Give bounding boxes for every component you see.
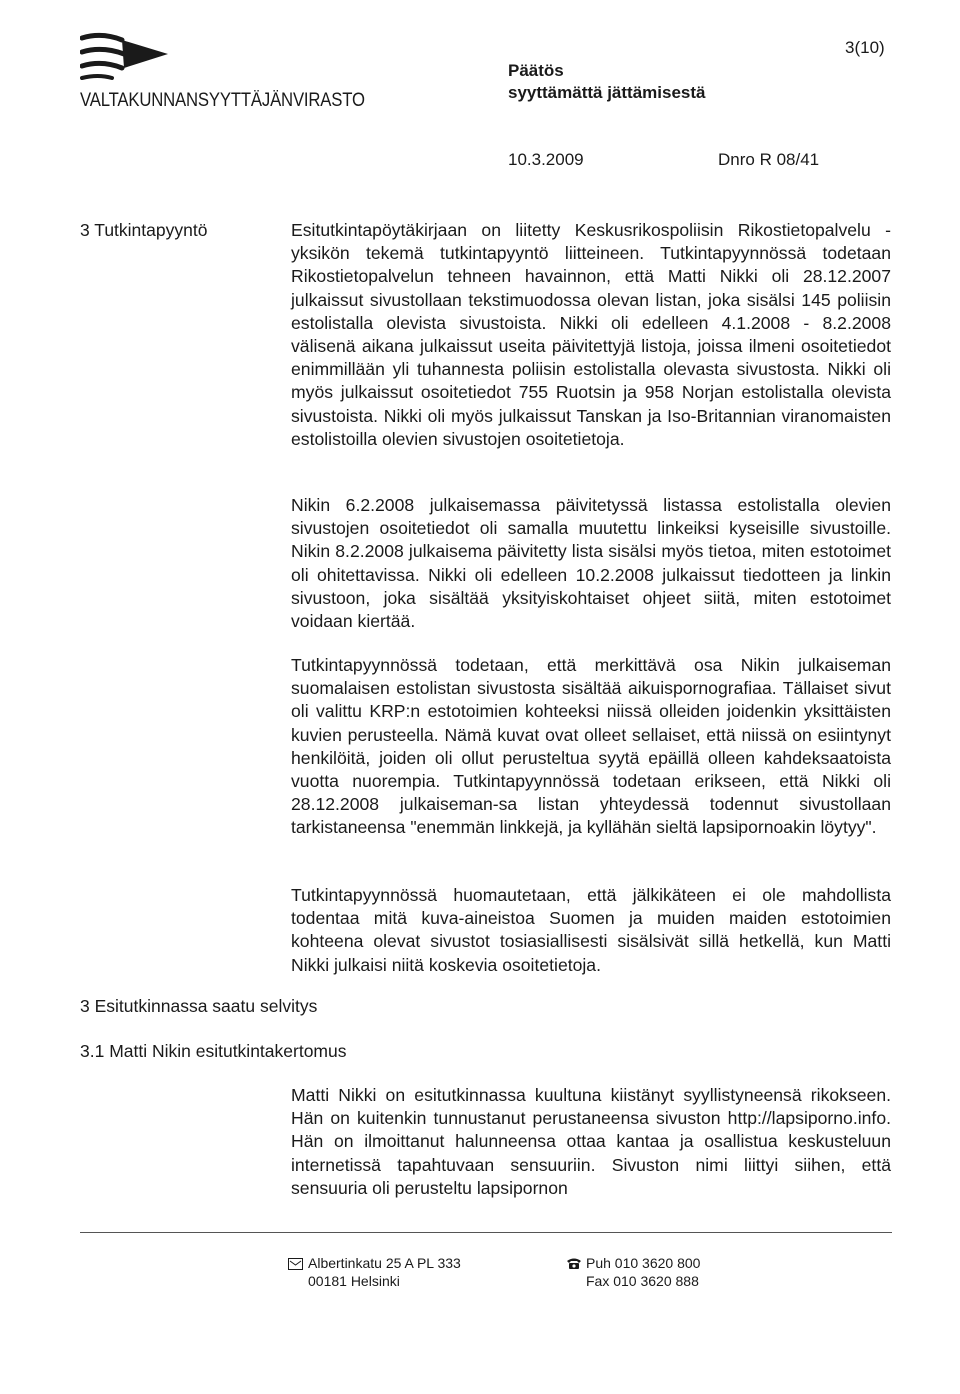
section-heading-preliminary-findings: 3 Esitutkinnassa saatu selvitys — [80, 996, 318, 1016]
document-subject: syyttämättä jättämisestä — [508, 83, 706, 102]
section-heading-nikki-account: 3.1 Matti Nikin esitutkintakertomus — [80, 1041, 347, 1061]
organization-name: VALTAKUNNANSYYTTÄJÄNVIRASTO — [80, 90, 365, 111]
footer-phone: Puh 010 3620 800 — [586, 1255, 701, 1271]
envelope-icon — [288, 1258, 303, 1270]
body-paragraph: Matti Nikki on esitutkinnassa kuultuna kiistänyt syyllistyneensä rikokseen. Hän on kuitenkin tunnustanut perustaneensa sivuston http://lapsiporno.info. Hän on ilmoittanut halunneensa ottaa kantaa ja osallistua keskusteluun internetissä tapahtuvaan sensuuriin. Sivuston nimi liittyi siihen, että sensuuria oli perusteltu lapsipornon — [291, 1085, 891, 1198]
footer-address-line2: 00181 Helsinki — [308, 1273, 400, 1289]
document-title — [508, 60, 705, 104]
footer-divider — [80, 1232, 892, 1233]
body-paragraph: Nikin 6.2.2008 julkaisemassa päivitetyssä listassa estolistalla olevien sivustojen osoitetiedot oli samalla muutettu linkeiksi kyseisille sivustoille. Nikin 8.2.2008 julkaisema päivitetty lista sisälsi myös tietoa, miten estotoimet oli ohitettavissa. Nikki oli edelleen 10.2.2008 julkaissut tiedotteen ja linkin sivustoon, joka sisältää yksityiskohtaiset ohjeet siitä, miten estotoimet voidaan kiertää. — [291, 495, 891, 632]
section-heading-investigation-request: 3 Tutkintapyyntö — [80, 220, 208, 240]
footer-fax: Fax 010 3620 888 — [586, 1273, 699, 1289]
body-paragraph: Tutkintapyynnössä huomautetaan, että jälkikäteen ei ole mahdollista todentaa mitä kuva-aineistoa Suomen ja muiden maiden estotoimien kohteena olevat sivustot tosiasiallisesti sisälsivät sillä hetkellä, kun Matti Nikki julkaisi niitä koskevia osoitetietoja. — [291, 885, 891, 975]
body-paragraph: Tutkintapyynnössä todetaan, että merkittävä osa Nikin julkaiseman suomalaisen estolistan sivustosta sisältää aikuispornografiaa. Tällaiset sivut oli valittu KRP:n estotoimien kohteeksi niissä olleiden joidenkin yksittäisten kuvien perusteella. Nämä kuvat ovat olleet sellaiset, että niissä on esiintynyt henkilöitä, joiden oli ollut perusteltua syytä epäillä olleen kahdeksaatoista vuotta nuorempia. Tutkintapyynnössä todetaan erikseen, että Nikki oli 28.12.2008 julkaiseman-sa listan yhteydessä todennut sivustollaan tarkistaneensa "enemmän linkkejä, ja kyllähän sieltä lapsipornoakin löytyy". — [291, 655, 891, 838]
document-reference-number: Dnro R 08/41 — [718, 150, 820, 169]
agency-logo-icon — [80, 28, 170, 86]
telephone-icon — [566, 1257, 582, 1270]
footer-address-line1: Albertinkatu 25 A PL 333 — [308, 1255, 461, 1271]
page-number: 3(10) — [845, 38, 885, 57]
document-date: 10.3.2009 — [508, 150, 584, 169]
document-type: Päätös — [508, 61, 564, 80]
body-paragraph: Esitutkintapöytäkirjaan on liitetty Keskusrikospoliisin Rikostietopalvelu -yksikön tekemä tutkintapyyntö liitteineen. Tutkintapyynnössä todetaan Rikostietopalvelun tehneen havainnon, että Matti Nikki oli 28.12.2007 julkaissut sivustollaan tekstimuodossa olevan listan, joka sisälsi 145 poliisin estolistalla olevista sivustoista. Nikki oli edelleen 4.1.2008 - 8.2.2008 välisenä aikana julkaissut useita päivitettyjä listoja, joissa ilmeni osoitetiedot enimmillään yli tuhannesta poliisin estolistalla olevasta sivustosta. Nikki oli myös julkaissut osoitetiedot 755 Ruotsin ja 958 Norjan estolistalla olevista sivustoista. Nikki oli myös julkaissut Tanskan ja Iso-Britannian viranomaisten estolistoilla olevien sivustojen osoitetietoja. — [291, 220, 891, 449]
